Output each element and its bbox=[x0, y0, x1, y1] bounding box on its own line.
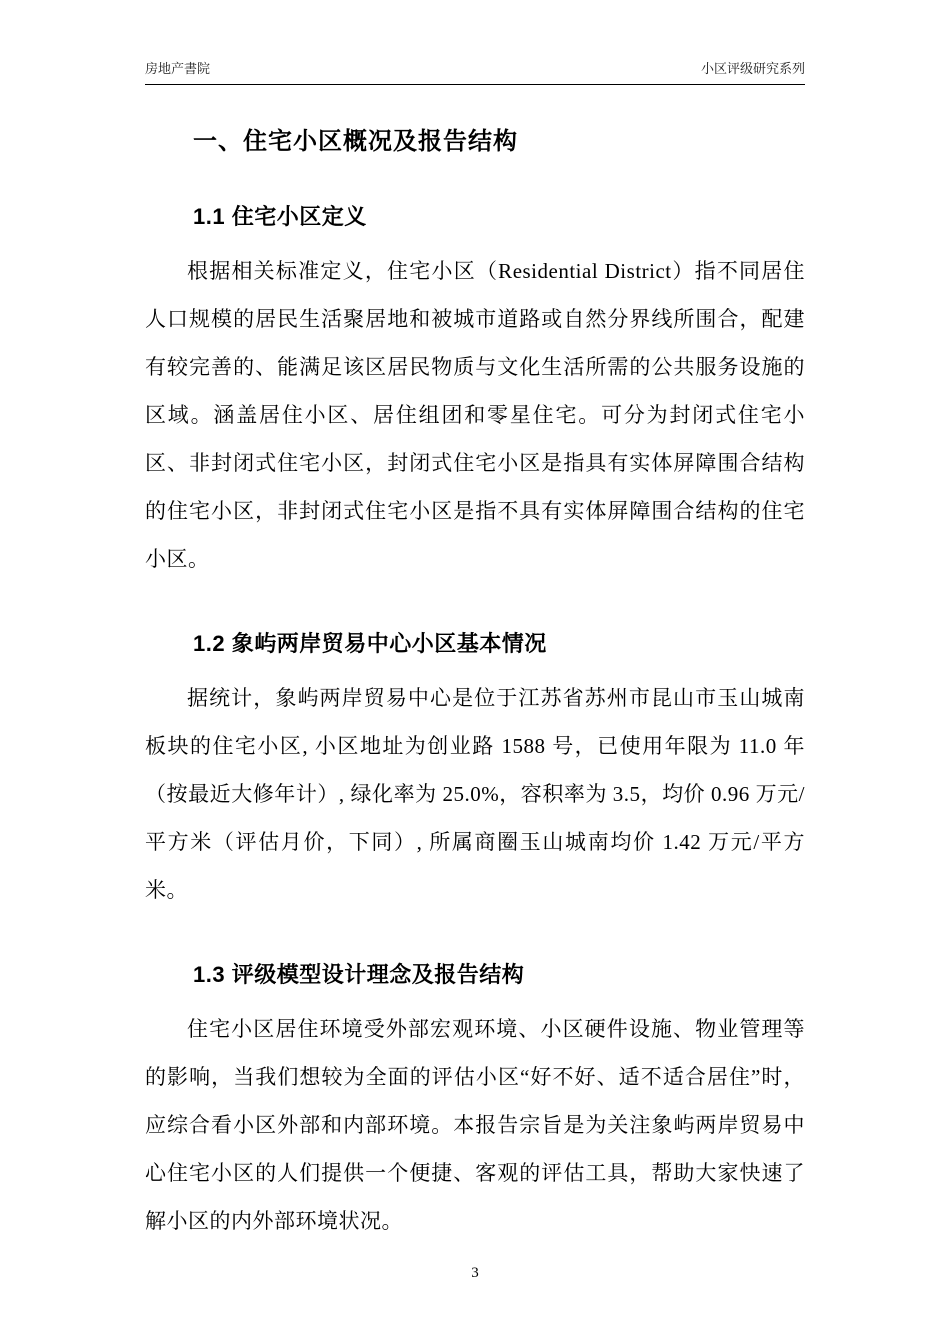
section-1-3 bbox=[145, 958, 805, 1245]
section-1-1-paragraph: 根据相关标准定义，住宅小区（Residential District）指不同居住人口规模的居民生活聚居地和被城市道路或自然分界线所围合，配建有较完善的、能满足该区居民物质与文化生活所需的公共服务设施的区域。涵盖居住小区、居住组团和零星住宅。可分为封闭式住宅小区、非封闭式住宅小区，封闭式住宅小区是指具有实体屏障围合结构的住宅小区，非封闭式住宅小区是指不具有实体屏障围合结构的住宅小区。 bbox=[145, 259, 805, 571]
page-footer bbox=[0, 1265, 950, 1282]
header-left-text: 房地产書院 bbox=[145, 61, 211, 76]
document-body bbox=[145, 121, 805, 1245]
section-1-1 bbox=[145, 200, 805, 583]
header-right-text: 小区评级研究系列 bbox=[700, 61, 805, 76]
section-1-1-heading: 1.1 住宅小区定义 bbox=[193, 204, 367, 229]
section-1-2 bbox=[145, 627, 805, 914]
section-1-2-paragraph: 据统计，象屿两岸贸易中心是位于江苏省苏州市昆山市玉山城南板块的住宅小区, 小区地址为创业路 1588 号，已使用年限为 11.0 年（按最近大修年计）, 绿化率为 25.0%，容积率为 3.5，均价 0.96 万元/平方米（评估月价，下同）, 所属商圈玉山城南均价 1.42 万元/平方米。 bbox=[145, 686, 805, 902]
section-1-3-paragraph: 住宅小区居住环境受外部宏观环境、小区硬件设施、物业管理等的影响，当我们想较为全面的评估小区“好不好、适不适合居住”时，应综合看小区外部和内部环境。本报告宗旨是为关注象屿两岸贸易中心住宅小区的人们提供一个便捷、客观的评估工具，帮助大家快速了解小区的内外部环境状况。 bbox=[145, 1017, 805, 1233]
page-header bbox=[145, 58, 805, 77]
header-divider bbox=[145, 84, 805, 85]
page-number: 3 bbox=[471, 1265, 479, 1281]
section-1-3-heading: 1.3 评级模型设计理念及报告结构 bbox=[193, 962, 525, 987]
section-1-2-heading: 1.2 象屿两岸贸易中心小区基本情况 bbox=[193, 631, 547, 656]
chapter-title: 一、住宅小区概况及报告结构 bbox=[193, 128, 518, 155]
